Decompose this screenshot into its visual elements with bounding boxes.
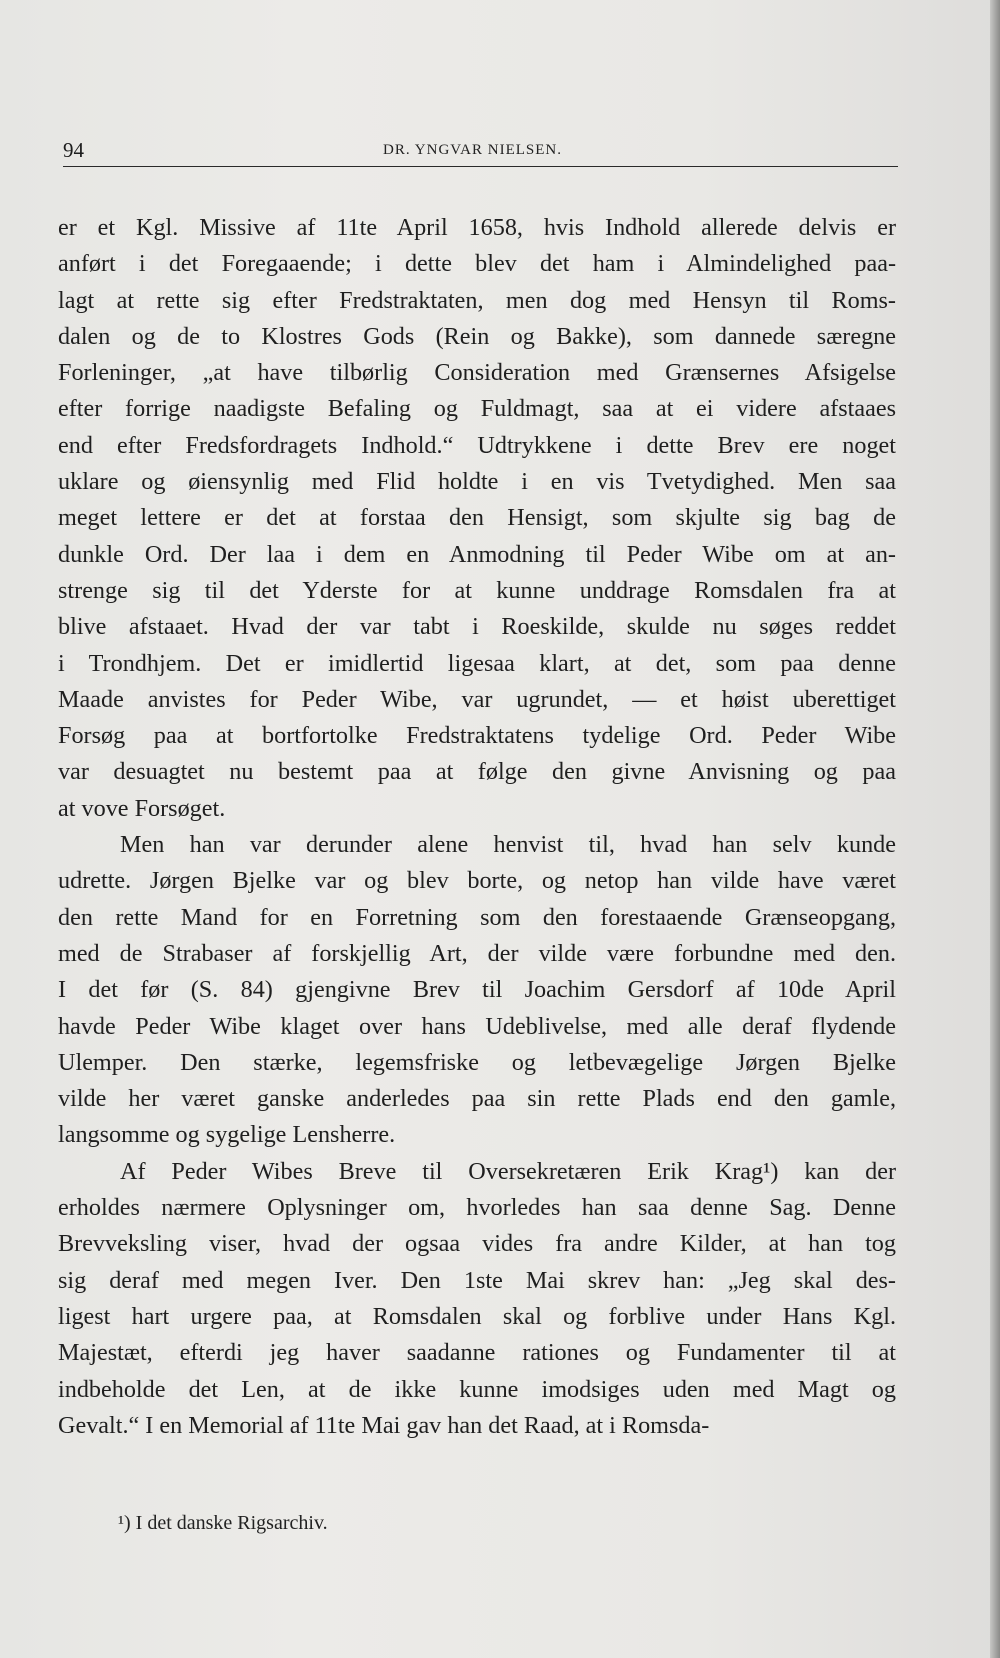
text-line: Majestæt, efterdi jeg haver saadanne rationes og Fundamenter til at <box>58 1339 896 1367</box>
paragraph-3 <box>58 1154 896 1444</box>
running-head: DR. YNGVAR NIELSEN. <box>383 142 563 158</box>
text-line: efter forrige naadigste Befaling og Fuldmagt, saa at ei videre afstaaes <box>58 395 896 423</box>
text-line: havde Peder Wibe klaget over hans Udeblivelse, med alle deraf flydende <box>58 1012 896 1040</box>
text-line: sig deraf med megen Iver. Den 1ste Mai skrev han: „Jeg skal des- <box>58 1266 896 1294</box>
text-line: med de Strabaser af forskjellig Art, der vilde være forbundne med den. <box>58 939 896 967</box>
text-line: Forsøg paa at bortfortolke Fredstraktatens tydelige Ord. Peder Wibe <box>58 722 896 750</box>
text-line: Forleninger, „at have tilbørlig Consideration med Grænsernes Afsigelse <box>58 359 896 387</box>
body-text <box>58 210 896 1444</box>
page-edge-shadow <box>990 0 1000 1658</box>
text-line: Maade anvistes for Peder Wibe, var ugrundet, — et høist uberettiget <box>58 685 896 713</box>
text-line: udrette. Jørgen Bjelke var og blev borte, og netop han vilde have været <box>58 867 896 895</box>
text-line: uklare og øiensynlig med Flid holdte i en vis Tvetydighed. Men saa <box>58 468 896 496</box>
paragraph-2 <box>58 827 896 1154</box>
text-line: vilde her været ganske anderledes paa sin rette Plads end den gamle, <box>58 1085 896 1113</box>
text-line: dalen og de to Klostres Gods (Rein og Bakke), som dannede særegne <box>58 322 896 350</box>
text-line: strenge sig til det Yderste for at kunne unddrage Romsdalen fra at <box>58 576 896 604</box>
text-line: I det før (S. 84) gjengivne Brev til Joachim Gersdorf af 10de April <box>58 976 896 1004</box>
text-line: Brevveksling viser, hvad der ogsaa vides fra andre Kilder, at han tog <box>58 1230 896 1258</box>
text-line: lagt at rette sig efter Fredstraktaten, men dog med Hensyn til Roms- <box>58 286 896 314</box>
footnote: ¹) I det danske Rigsarchiv. <box>118 1512 328 1534</box>
text-line: Ulemper. Den stærke, legemsfriske og letbevægelige Jørgen Bjelke <box>58 1048 896 1076</box>
text-line: var desuagtet nu bestemt paa at følge den givne Anvisning og paa <box>58 758 896 786</box>
text-line: dunkle Ord. Der laa i dem en Anmodning til Peder Wibe om at an- <box>58 540 896 568</box>
text-line: i Trondhjem. Det er imidlertid ligesaa klart, at det, som paa denne <box>58 649 896 677</box>
text-line: langsomme og sygelige Lensherre. <box>58 1121 396 1149</box>
page-header <box>63 132 898 167</box>
text-line: den rette Mand for en Forretning som den forestaaende Grænseopgang, <box>58 903 896 931</box>
text-line: end efter Fredsfordragets Indhold.“ Udtrykkene i dette Brev ere noget <box>58 431 896 459</box>
text-line: er et Kgl. Missive af 11te April 1658, hvis Indhold allerede delvis er <box>58 214 896 241</box>
text-line: indbeholde det Len, at de ikke kunne imodsiges uden med Magt og <box>58 1375 896 1403</box>
paragraph-1 <box>58 210 896 827</box>
text-line: Af Peder Wibes Breve til Oversekretæren Erik Krag¹) kan der <box>120 1157 896 1185</box>
text-line: Gevalt.“ I en Memorial af 11te Mai gav han det Raad, at i Romsda- <box>58 1411 710 1439</box>
text-line: erholdes nærmere Oplysninger om, hvorledes han saa denne Sag. Denne <box>58 1194 896 1222</box>
page-number: 94 <box>63 138 84 162</box>
text-line: at vove Forsøget. <box>58 794 226 822</box>
text-line: meget lettere er det at forstaa den Hensigt, som skjulte sig bag de <box>58 504 896 532</box>
text-line: ligest hart urgere paa, at Romsdalen skal og forblive under Hans Kgl. <box>58 1302 896 1330</box>
text-line: Men han var derunder alene henvist til, hvad han selv kunde <box>120 831 896 859</box>
text-line: anført i det Foregaaende; i dette blev det ham i Almindelighed paa- <box>58 250 896 278</box>
text-line: blive afstaaet. Hvad der var tabt i Roeskilde, skulde nu søges reddet <box>58 613 896 641</box>
